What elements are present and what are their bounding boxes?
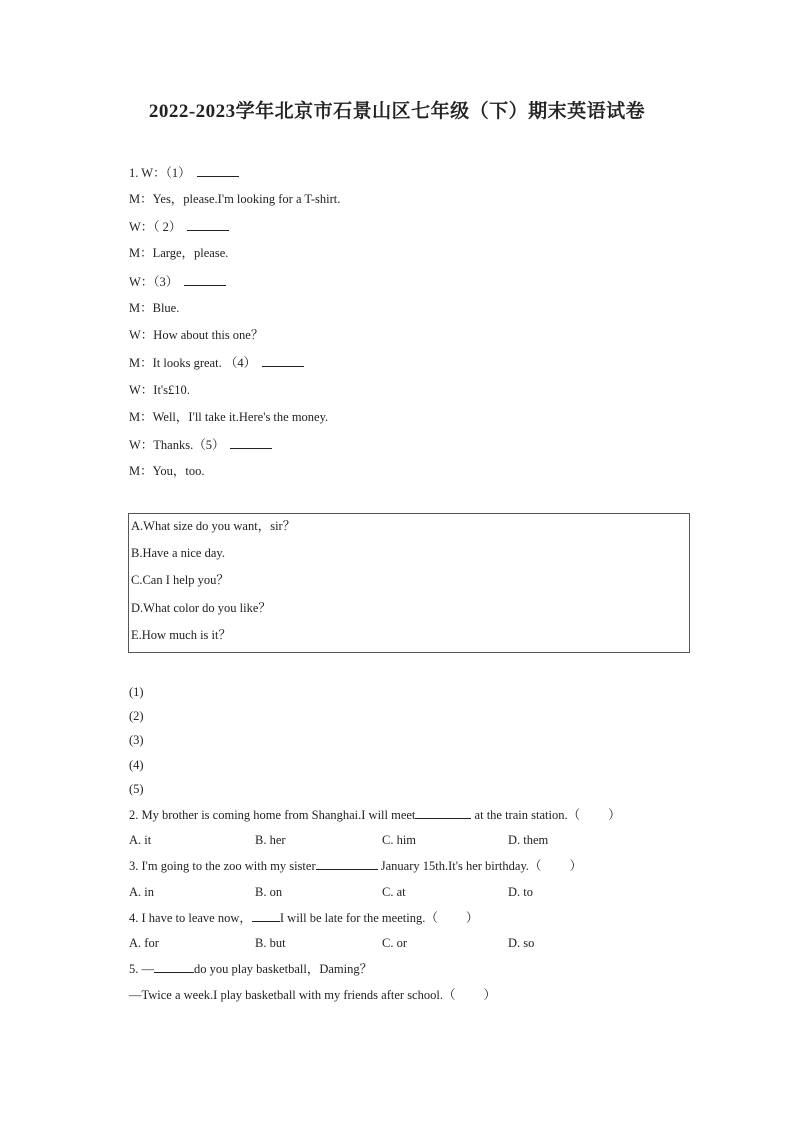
dialogue-line: M：Yes，please.I'm looking for a T-shirt. xyxy=(129,192,341,206)
options-box xyxy=(128,513,690,653)
question-2-stem: 2. My brother is coming home from Shanghai.I will meet at the train station.（ ） xyxy=(129,808,621,822)
question-3-stem: 3. I'm going to the zoo with my sister January 15th.It's her birthday.（ ） xyxy=(129,859,583,873)
answer-blank xyxy=(316,857,378,870)
dialogue-line: W：（3） xyxy=(129,273,226,290)
dialogue-line: M：Blue. xyxy=(129,301,180,315)
answer-blank xyxy=(184,273,226,286)
page-title: 2022-2023学年北京市石景山区七年级（下）期末英语试卷 xyxy=(148,101,646,122)
answer-slot-4: (4) xyxy=(129,758,144,772)
answer-slot-3: (3) xyxy=(129,733,144,747)
dialogue-line: M：It looks great. （4） xyxy=(129,354,304,371)
answer-slot-1: (1) xyxy=(129,685,144,699)
choice-d: D. them xyxy=(508,833,549,847)
choice-a: A. it xyxy=(129,833,152,847)
answer-blank xyxy=(154,960,194,973)
option-e: E.How much is it？ xyxy=(131,628,231,642)
choice-c: C. him xyxy=(382,833,417,847)
dialogue-line: M：You，too. xyxy=(129,464,205,478)
option-c: C.Can I help you？ xyxy=(131,573,229,587)
option-b: B.Have a nice day. xyxy=(131,546,225,560)
option-d: D.What color do you like？ xyxy=(131,601,271,615)
answer-blank xyxy=(197,164,239,177)
answer-blank xyxy=(230,436,272,449)
choice-b: B. but xyxy=(255,936,286,950)
answer-slot-5: (5) xyxy=(129,782,144,796)
dialogue-line: W：It's£10. xyxy=(129,383,190,397)
answer-blank xyxy=(415,806,471,819)
choice-c: C. at xyxy=(382,885,406,899)
dialogue-line: W：Thanks.（5） xyxy=(129,436,272,453)
answer-blank xyxy=(252,909,280,922)
dialogue-line: 1. W：（1） xyxy=(129,164,239,181)
dialogue-line: M：Well，I'll take it.Here's the money. xyxy=(129,410,329,424)
choice-b: B. on xyxy=(255,885,283,899)
choice-a: A. for xyxy=(129,936,159,950)
question-5-stem: 5. — do you play basketball，Daming？ xyxy=(129,962,373,976)
answer-blank xyxy=(187,218,229,231)
dialogue-line: W：How about this one？ xyxy=(129,328,264,342)
answer-blank xyxy=(262,354,304,367)
dialogue-line: M：Large，please. xyxy=(129,246,229,260)
option-a: A.What size do you want，sir？ xyxy=(131,519,296,533)
choice-c: C. or xyxy=(382,936,407,950)
choice-a: A. in xyxy=(129,885,154,899)
question-4-stem: 4. I have to leave now， I will be late for the meeting.（ ） xyxy=(129,911,479,925)
choice-d: D. to xyxy=(508,885,533,899)
choice-d: D. so xyxy=(508,936,535,950)
dialogue-line: W：（ 2） xyxy=(129,218,229,235)
answer-slot-2: (2) xyxy=(129,709,144,723)
question-5-answer: —Twice a week.I play basketball with my friends after school.（ ） xyxy=(129,988,496,1002)
choice-b: B. her xyxy=(255,833,286,847)
